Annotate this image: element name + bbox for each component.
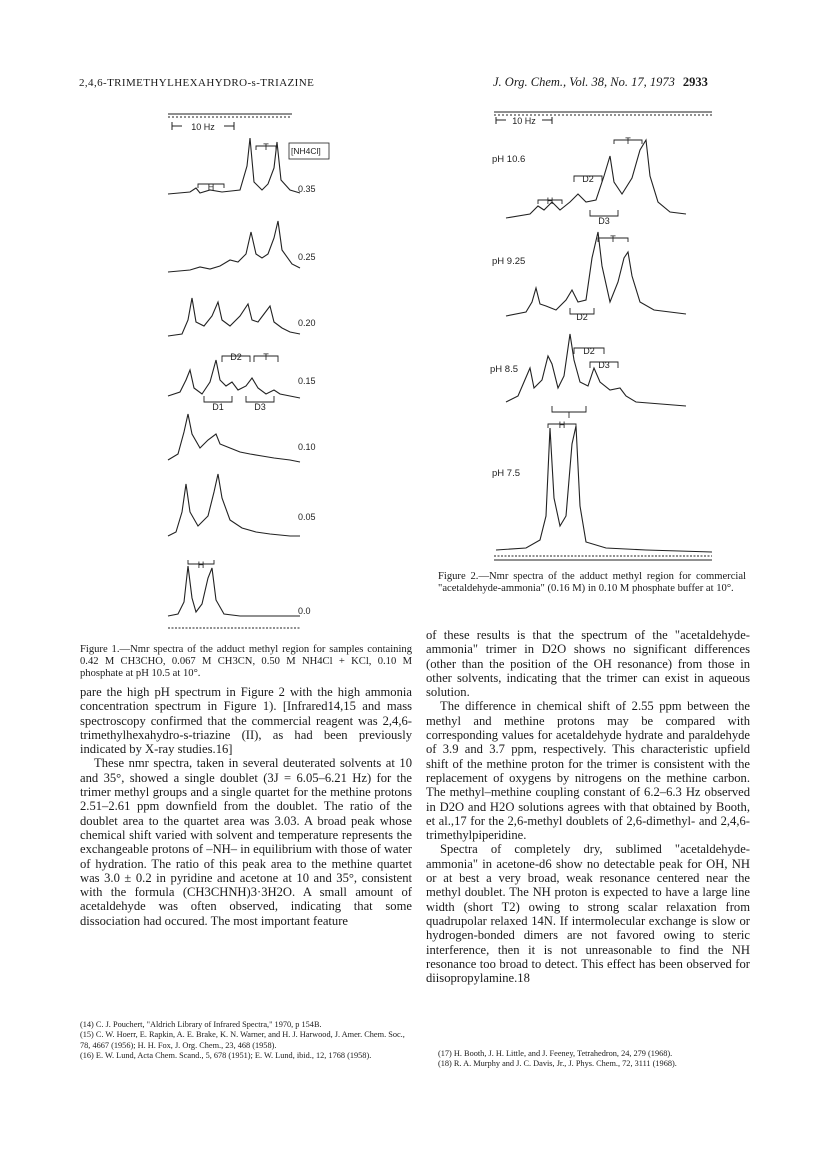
- fig2-label-T-1: T: [625, 136, 631, 146]
- left-paragraph-2: These nmr spectra, taken in several deuterated solvents at 10 and 35°, showed a single doublet (3J = 6.05–6.21 Hz) for the trimer methyl groups and a single quartet for the methine protons 2.51–2.61 ppm downfield from the doublet. The ratio of the doublet area to the quartet area was 3.03. A broad peak whose chemical shift varied with solvent and temperature represents the exchangeable protons of –NH– in equilibrium with those of water of hydration. The ratio of this peak area to the methine quartet was 3.0 ± 0.2 in pyridine and acetone at 10 and 35°, consistent with the formula (CH3CHNH)3·3H2O. A small amount of acetaldehyde was often observed, indicating that some dissociation had occured. The most important feature: [80, 756, 412, 928]
- fig1-label-T-mid: T: [263, 352, 269, 362]
- fig1-trace-3: [168, 298, 300, 336]
- fig2-trace-2: [506, 232, 686, 316]
- fig1-conc-0-15: 0.15: [298, 376, 316, 386]
- figure-2: [486, 106, 712, 566]
- fig2-label-H-2: H: [558, 420, 566, 430]
- fig2-ph-10-6: pH 10.6: [492, 154, 526, 165]
- figure-1: [150, 108, 350, 638]
- reference-18: (18) R. A. Murphy and J. C. Davis, Jr., J. Phys. Chem., 72, 3111 (1968).: [438, 1059, 677, 1069]
- fig1-conc-0-20: 0.20: [298, 318, 316, 328]
- reference-15: (15) C. W. Hoerr, E. Rapkin, A. E. Brake, K. N. Warner, and H. J. Harwood, J. Amer. Chem. Soc., 78, 4667 (1956); H. H. Fox, J. Org. Chem., 23, 468 (1958).: [80, 1030, 405, 1050]
- fig2-label-D2-3: D2: [583, 346, 595, 356]
- fig2-label-D3-1: D3: [598, 216, 610, 226]
- figure-2-caption: Figure 2.—Nmr spectra of the adduct methyl region for commercial "acetaldehyde-ammonia" (0.16 M) in 0.10 M phosphate buffer at 10°.: [438, 571, 746, 595]
- left-column-text: [80, 685, 412, 928]
- fig2-scale-label: 10 Hz: [512, 116, 536, 126]
- right-paragraph-1: of these results is that the spectrum of the "acetaldehyde-ammonia" trimer in D2O shows no significant differences (other than the position of the OH resonance) from those in other solvents, indicating that the trimer can exist in aqueous solution.: [426, 628, 750, 700]
- fig1-label-D3: D3: [254, 402, 266, 412]
- reference-16: (16) E. W. Lund, Acta Chem. Scand., 5, 678 (1951); E. W. Lund, ibid., 12, 1768 (1958).: [80, 1050, 372, 1060]
- running-header-journal: [493, 75, 708, 90]
- journal-citation: J. Org. Chem., Vol. 38, No. 17, 1973: [493, 75, 675, 89]
- fig1-label-H-top: H: [207, 182, 215, 192]
- right-paragraph-3: Spectra of completely dry, sublimed "acetaldehyde-ammonia" in acetone-d6 show no detectable peak for OH, NH or at best a very broad, weak resonance centered near the methyl doublet. The NH proton is expected to have a large line width (short T2) owing to strong scalar relaxation from quadrupolar relaxed 14N. If intermolecular exchange is slow or hydrogen-bonded dimers are not favored owing to steric interference, then it is not unreasonable to find the NH resonance too broad to detect. This effect has been observed for diisopropylamine.18: [426, 842, 750, 986]
- fig1-conc-0-10: 0.10: [298, 442, 316, 452]
- fig1-trace-2: [168, 221, 300, 272]
- fig1-conc-0-05: 0.05: [298, 512, 316, 522]
- fig2-trace-4: [496, 426, 712, 552]
- right-paragraph-2: The difference in chemical shift of 2.55 ppm between the methyl and methine protons may be compared with corresponding values for acetaldehyde hydrate and paraldehyde of 3.9 and 3.7 ppm, respectively. This characteristic upfield shift of the methine proton for the trimer is consistent with the replacement of oxygens by nitrogens on the methine carbon. The methyl–methine coupling constant of 6.2–6.3 Hz observed in D2O and H2O solutions agrees with that obtained by Booth, et al.,17 for the 2,6-methyl doublets of 2,6-dimethyl- and 2,4,6-trimethylpiperidine.: [426, 699, 750, 843]
- fig1-trace-6: [168, 474, 300, 536]
- fig1-conc-header: [NH4Cl]: [291, 146, 321, 156]
- reference-17: (17) H. Booth, J. H. Little, and J. Feeney, Tetrahedron, 24, 279 (1968).: [438, 1049, 673, 1058]
- page-number: 2933: [682, 75, 708, 89]
- fig1-trace-1: [168, 138, 300, 194]
- fig1-conc-0-0: 0.0: [298, 606, 311, 616]
- reference-14: (14) C. J. Pouchert, "Aldrich Library of Infrared Spectra," 1970, p 154B.: [80, 1020, 322, 1029]
- fig1-trace-4: [168, 360, 300, 398]
- fig1-conc-0-35: 0.35: [298, 184, 316, 194]
- fig2-label-T-3: T: [566, 410, 572, 420]
- running-header-title: 2,4,6-TRIMETHYLHEXAHYDRO-s-TRIAZINE: [79, 77, 315, 89]
- fig2-trace-1: [506, 140, 686, 218]
- references-right: [438, 1049, 756, 1070]
- figure-1-caption: Figure 1.—Nmr spectra of the adduct methyl region for samples containing 0.42 M CH3CHO, 0.067 M CH3CN, 0.50 M NH4Cl + KCl, 0.10 M phosphate at pH 10.5 at 10°.: [80, 644, 412, 680]
- fig2-label-H-1: H: [546, 196, 554, 206]
- fig2-label-D2-2: D2: [576, 312, 588, 322]
- fig1-label-T-top: T: [263, 142, 269, 152]
- right-column-text: [426, 628, 750, 985]
- left-paragraph-1: pare the high pH spectrum in Figure 2 with the high ammonia concentration spectrum in Figure 1). [Infrared14,15 and mass spectroscopy confirmed that the commercial reagent was 2,4,6-trimethylhexahydro-s-triazine (II), as had been previously indicated by X-ray studies.16]: [80, 685, 412, 757]
- fig1-label-H-bottom: H: [197, 560, 205, 570]
- fig1-trace-5: [168, 414, 300, 462]
- fig2-ph-8-5: pH 8.5: [490, 364, 518, 375]
- fig2-label-T-2: T: [610, 234, 616, 244]
- fig2-label-D3-2: D3: [598, 360, 610, 370]
- fig1-conc-0-25: 0.25: [298, 252, 316, 262]
- fig1-scale-label: 10 Hz: [191, 122, 215, 132]
- fig2-ph-7-5: pH 7.5: [492, 468, 520, 479]
- fig1-label-D1: D1: [212, 402, 224, 412]
- references-left: [80, 1020, 412, 1061]
- fig2-ph-9-25: pH 9.25: [492, 256, 526, 267]
- fig2-trace-3: [506, 334, 686, 406]
- fig1-label-D2: D2: [230, 352, 242, 362]
- fig1-trace-7: [168, 566, 300, 616]
- fig2-label-D2-1: D2: [582, 174, 594, 184]
